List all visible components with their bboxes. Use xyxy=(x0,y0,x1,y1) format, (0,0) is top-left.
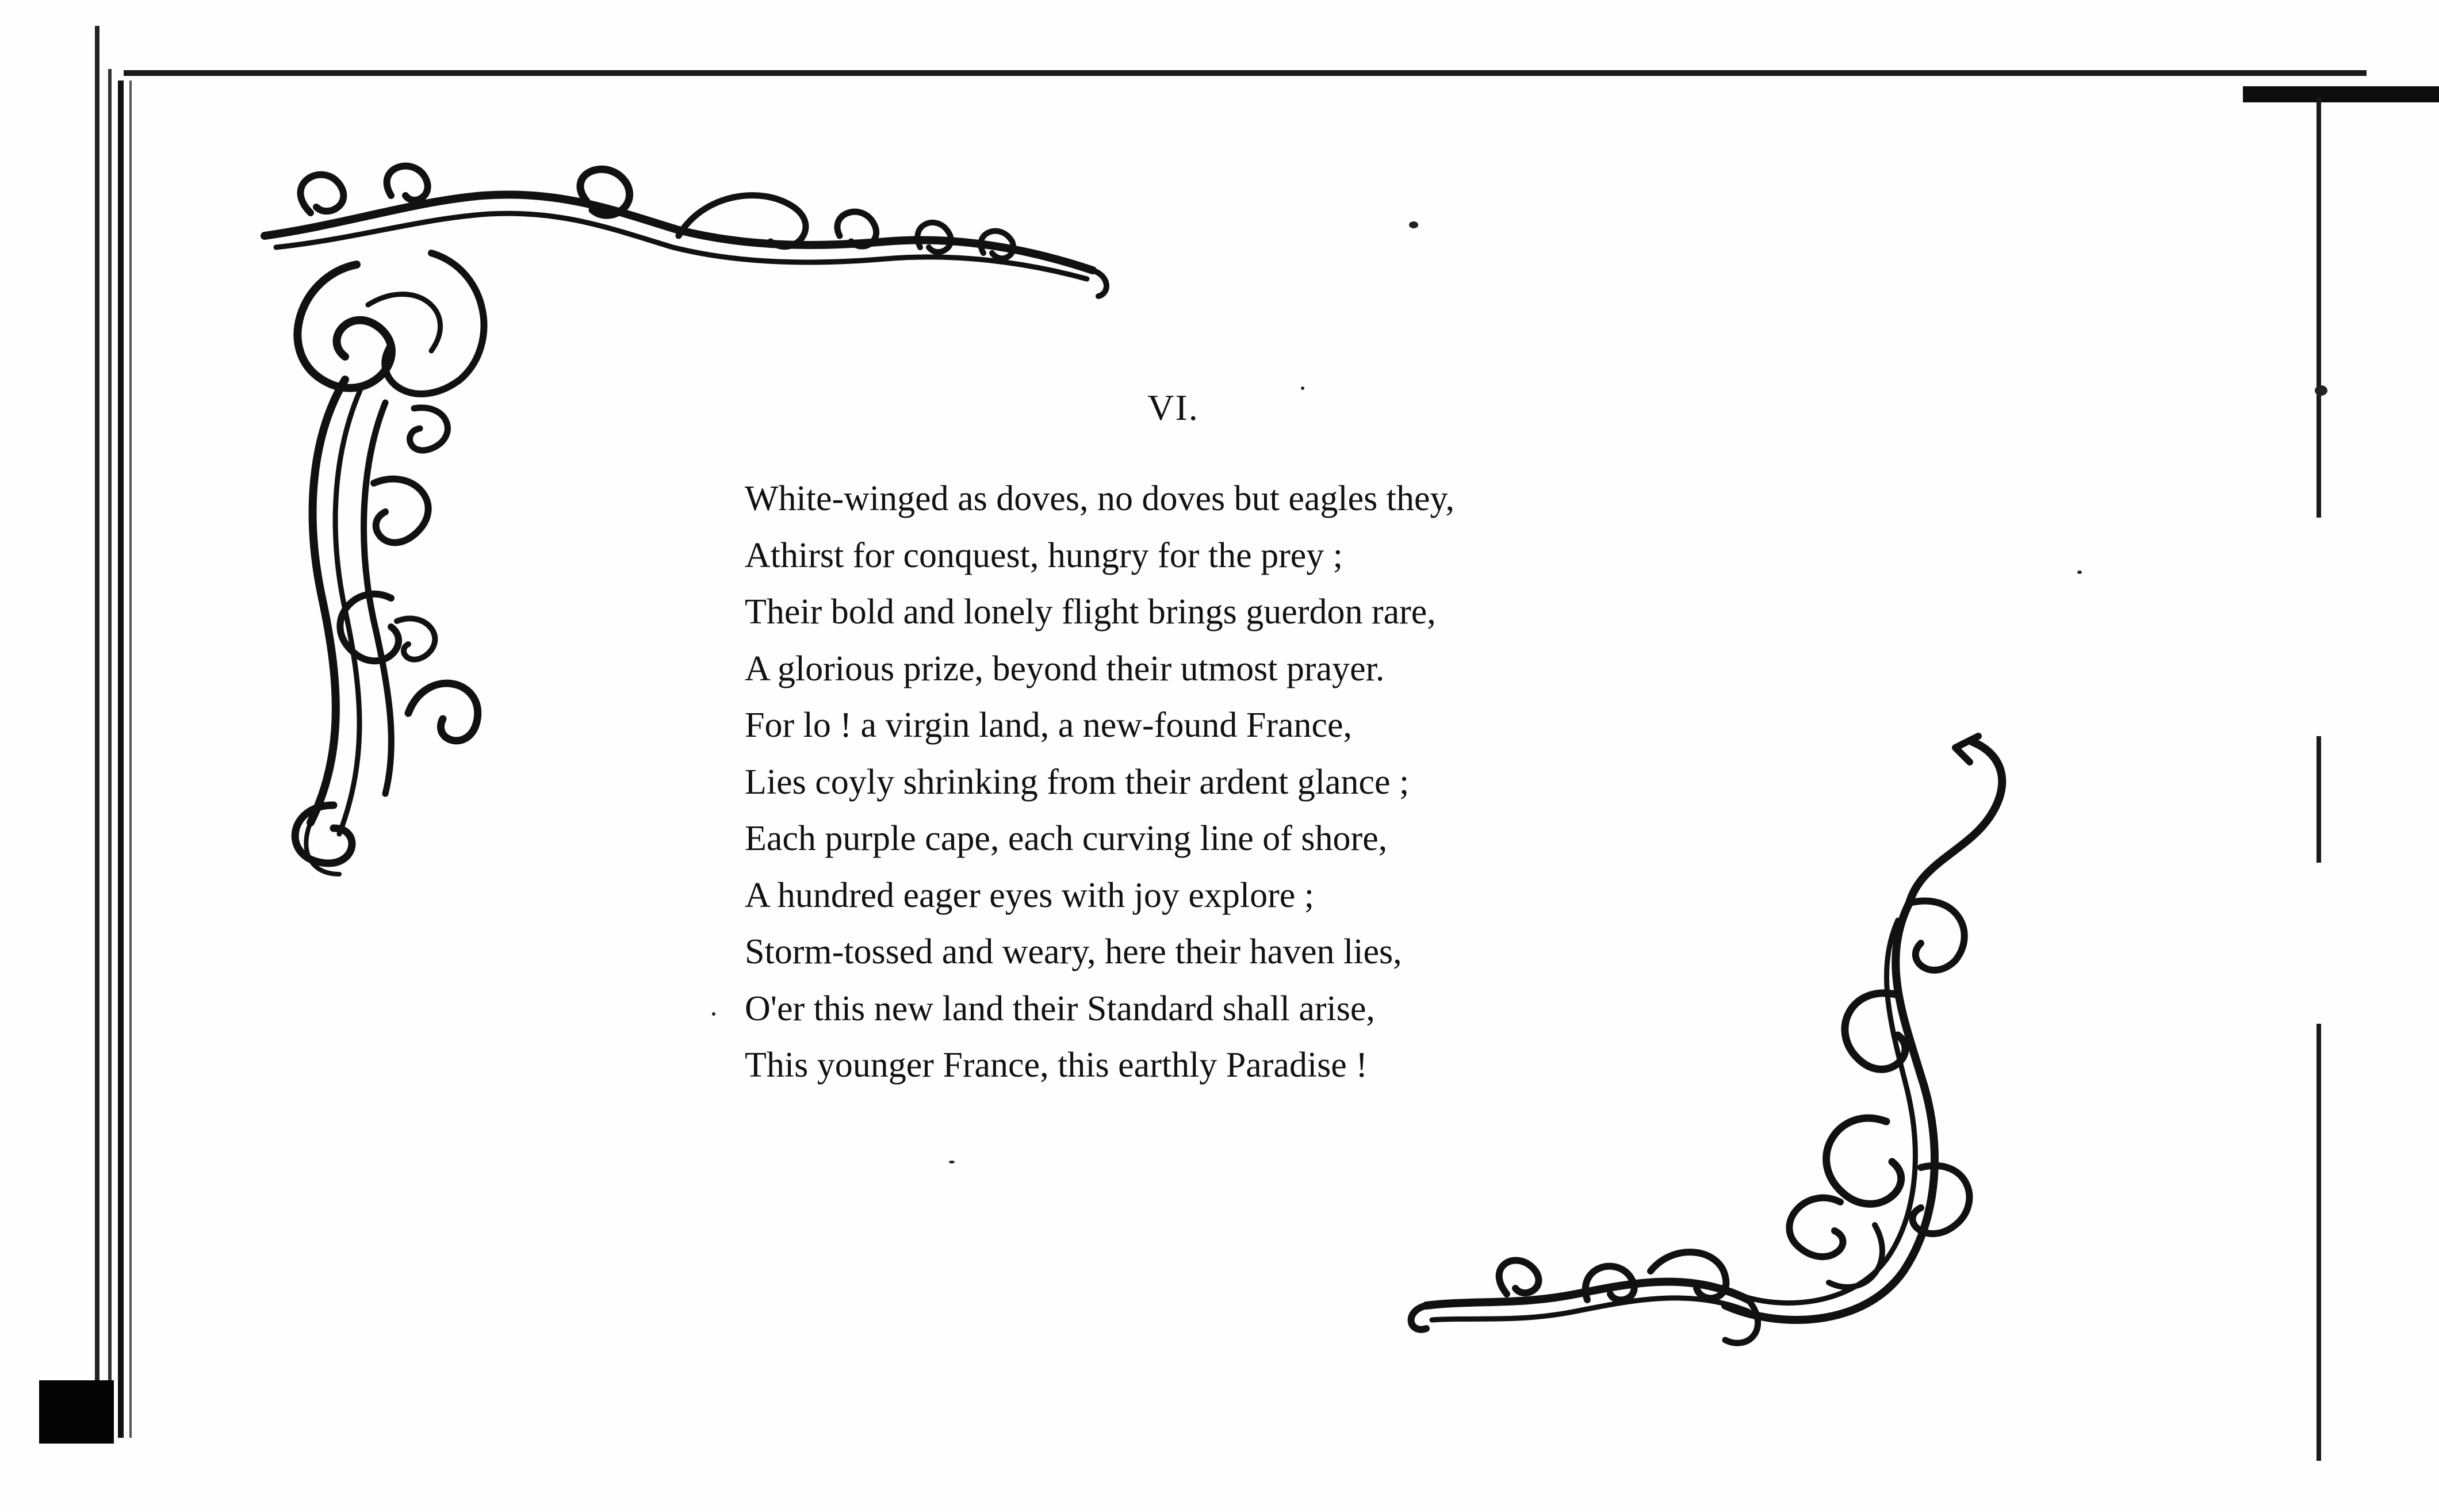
page-frame-left-line xyxy=(118,81,124,1438)
page-frame-right xyxy=(2317,98,2321,1461)
poem-line: O'er this new land their Standard shall arise, xyxy=(745,989,1375,1028)
poem-line: Their bold and lonely flight brings guerdon rare, xyxy=(745,592,1436,631)
poem-line: Lies coyly shrinking from their ardent glance ; xyxy=(745,762,1410,802)
page-frame-top-right xyxy=(2243,86,2439,102)
page-frame-right-gap xyxy=(2312,518,2326,736)
page-frame-left-outer xyxy=(95,26,99,1418)
page-frame-left-line xyxy=(129,81,132,1438)
ink-speck xyxy=(1301,386,1304,390)
page-corner-mark xyxy=(39,1380,114,1444)
poem-line: A hundred eager eyes with joy explore ; xyxy=(745,875,1314,915)
page-frame-top xyxy=(124,70,2367,76)
ink-speck xyxy=(949,1161,955,1163)
poem-line: Each purple cape, each curving line of shore, xyxy=(745,819,1388,858)
poem-line: For lo ! a virgin land, a new-found France, xyxy=(745,706,1353,745)
poem-line: White-winged as doves, no doves but eagles they, xyxy=(745,479,1454,518)
page-frame-right-gap xyxy=(2312,863,2326,1024)
poem-line: This younger France, this earthly Paradise ! xyxy=(745,1046,1368,1085)
poem-line: A glorious prize, beyond their utmost prayer. xyxy=(745,649,1385,688)
poem-line: Athirst for conquest, hungry for the prey ; xyxy=(745,535,1343,575)
poem-stanza xyxy=(745,470,1665,1094)
ink-speck xyxy=(2315,385,2327,396)
poem-line: Storm-tossed and weary, here their haven lies, xyxy=(745,932,1402,971)
ink-speck xyxy=(712,1012,715,1016)
page-frame-left-line xyxy=(108,69,112,1426)
ink-speck xyxy=(2077,571,2082,574)
ink-speck xyxy=(1409,221,1418,228)
section-number: VI. xyxy=(1147,387,1199,428)
